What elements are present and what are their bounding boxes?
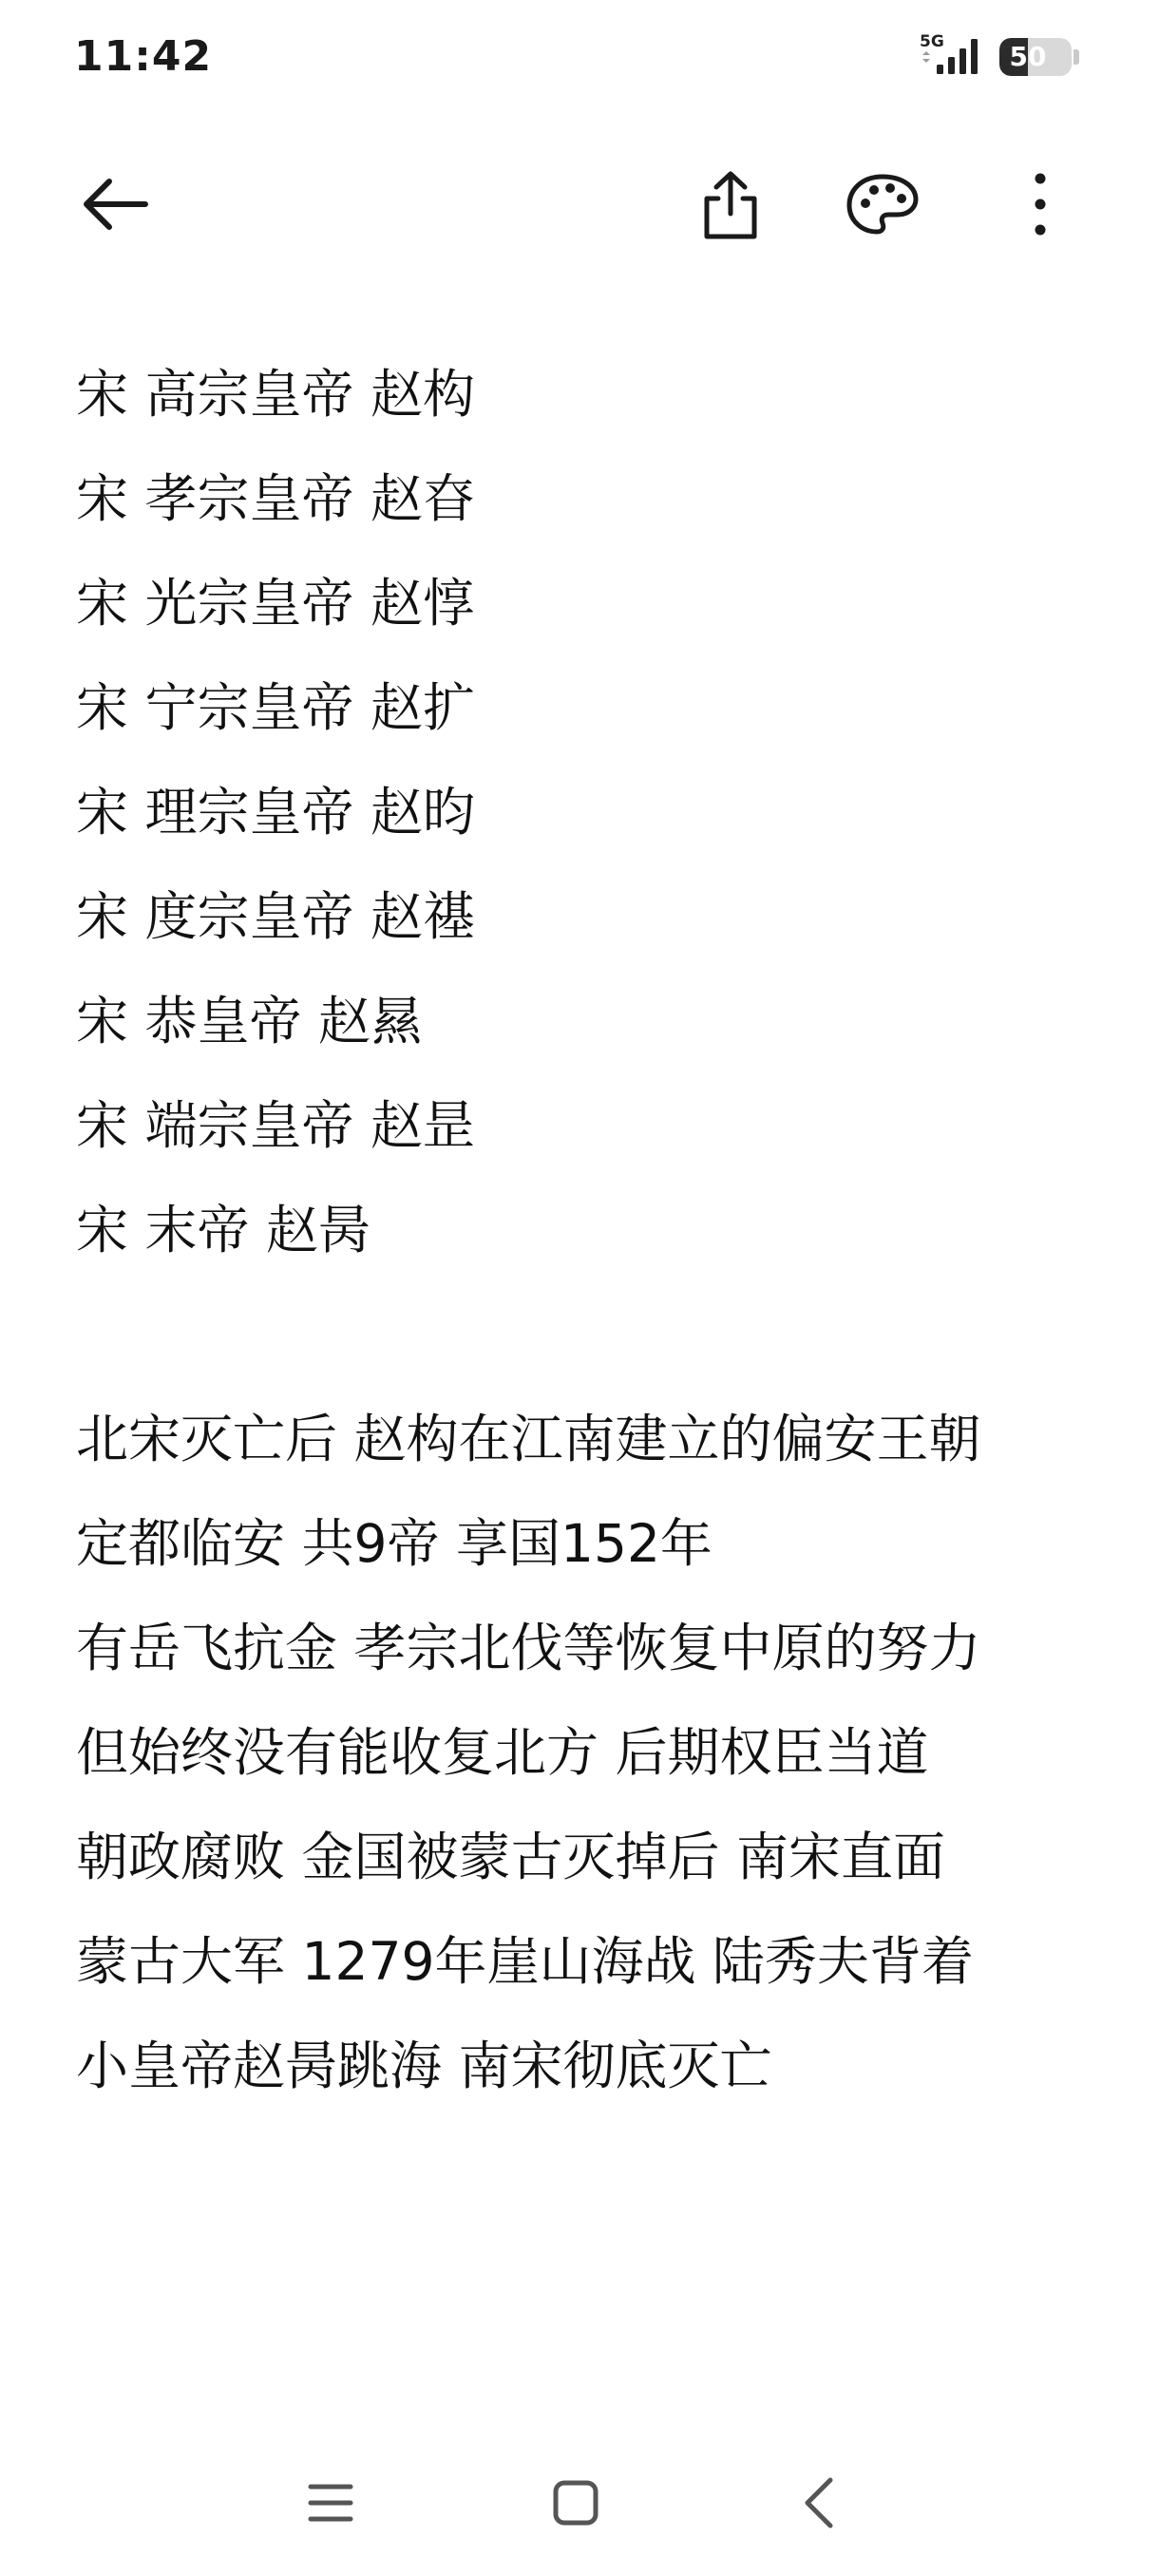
- home-icon: [552, 2479, 599, 2527]
- nav-back-button[interactable]: [771, 2460, 866, 2546]
- battery-indicator: [999, 38, 1072, 76]
- emperor-line: 宋 恭皇帝 赵㬎: [76, 991, 423, 1051]
- system-navigation-bar: [0, 2451, 1159, 2555]
- paragraph-line: 朝政腐败 金国被蒙古灭掉后 南宋直面: [76, 1827, 945, 1887]
- share-button[interactable]: [678, 152, 783, 256]
- paragraph-line: 小皇帝赵昺跳海 南宋彻底灭亡: [76, 2036, 772, 2096]
- emperor-line: 宋 度宗皇帝 赵禥: [76, 886, 475, 947]
- note-content[interactable]: [76, 342, 1102, 2118]
- emperor-line: 宋 光宗皇帝 赵惇: [76, 573, 475, 634]
- back-button[interactable]: [63, 152, 167, 256]
- recent-apps-icon: [307, 2481, 354, 2525]
- paragraph-line: 定都临安 共9帝 享国152年: [76, 1513, 712, 1574]
- paragraph-line: 蒙古大军 1279年崖山海战 陆秀夫背着: [76, 1931, 974, 1992]
- status-indicators: [920, 32, 1079, 82]
- network-indicator: [920, 34, 986, 80]
- status-time: 11:42: [74, 32, 213, 81]
- more-options-button[interactable]: [988, 152, 1092, 256]
- signal-icon: [920, 34, 986, 80]
- paragraph-line: 北宋灭亡后 赵构在江南建立的偏安王朝: [76, 1409, 981, 1469]
- battery-percent: 50: [1009, 41, 1047, 72]
- paragraph-line: 但始终没有能收复北方 后期权臣当道: [76, 1722, 929, 1783]
- arrow-left-icon: [77, 176, 153, 233]
- note-toolbar: [0, 142, 1159, 266]
- recent-apps-button[interactable]: [283, 2460, 378, 2546]
- status-bar: [0, 0, 1159, 114]
- network-type: 5G: [920, 32, 944, 51]
- emperor-line: 宋 端宗皇帝 赵昰: [76, 1095, 475, 1156]
- emperor-line: 宋 末帝 赵昺: [76, 1200, 370, 1260]
- paragraph-line: 有岳飞抗金 孝宗北伐等恢复中原的努力: [76, 1618, 981, 1678]
- palette-icon: [845, 171, 921, 237]
- emperor-line: 宋 理宗皇帝 赵昀: [76, 782, 475, 843]
- blank-line: [76, 1282, 1102, 1387]
- theme-button[interactable]: [830, 152, 935, 256]
- more-vertical-icon: [1031, 171, 1050, 237]
- emperor-line: 宋 高宗皇帝 赵构: [76, 364, 475, 425]
- home-button[interactable]: [528, 2460, 623, 2546]
- emperor-line: 宋 宁宗皇帝 赵扩: [76, 677, 475, 738]
- emperor-line: 宋 孝宗皇帝 赵昚: [76, 468, 475, 529]
- share-icon: [697, 166, 764, 242]
- battery-tip: [1074, 49, 1079, 65]
- back-chevron-icon: [800, 2476, 838, 2529]
